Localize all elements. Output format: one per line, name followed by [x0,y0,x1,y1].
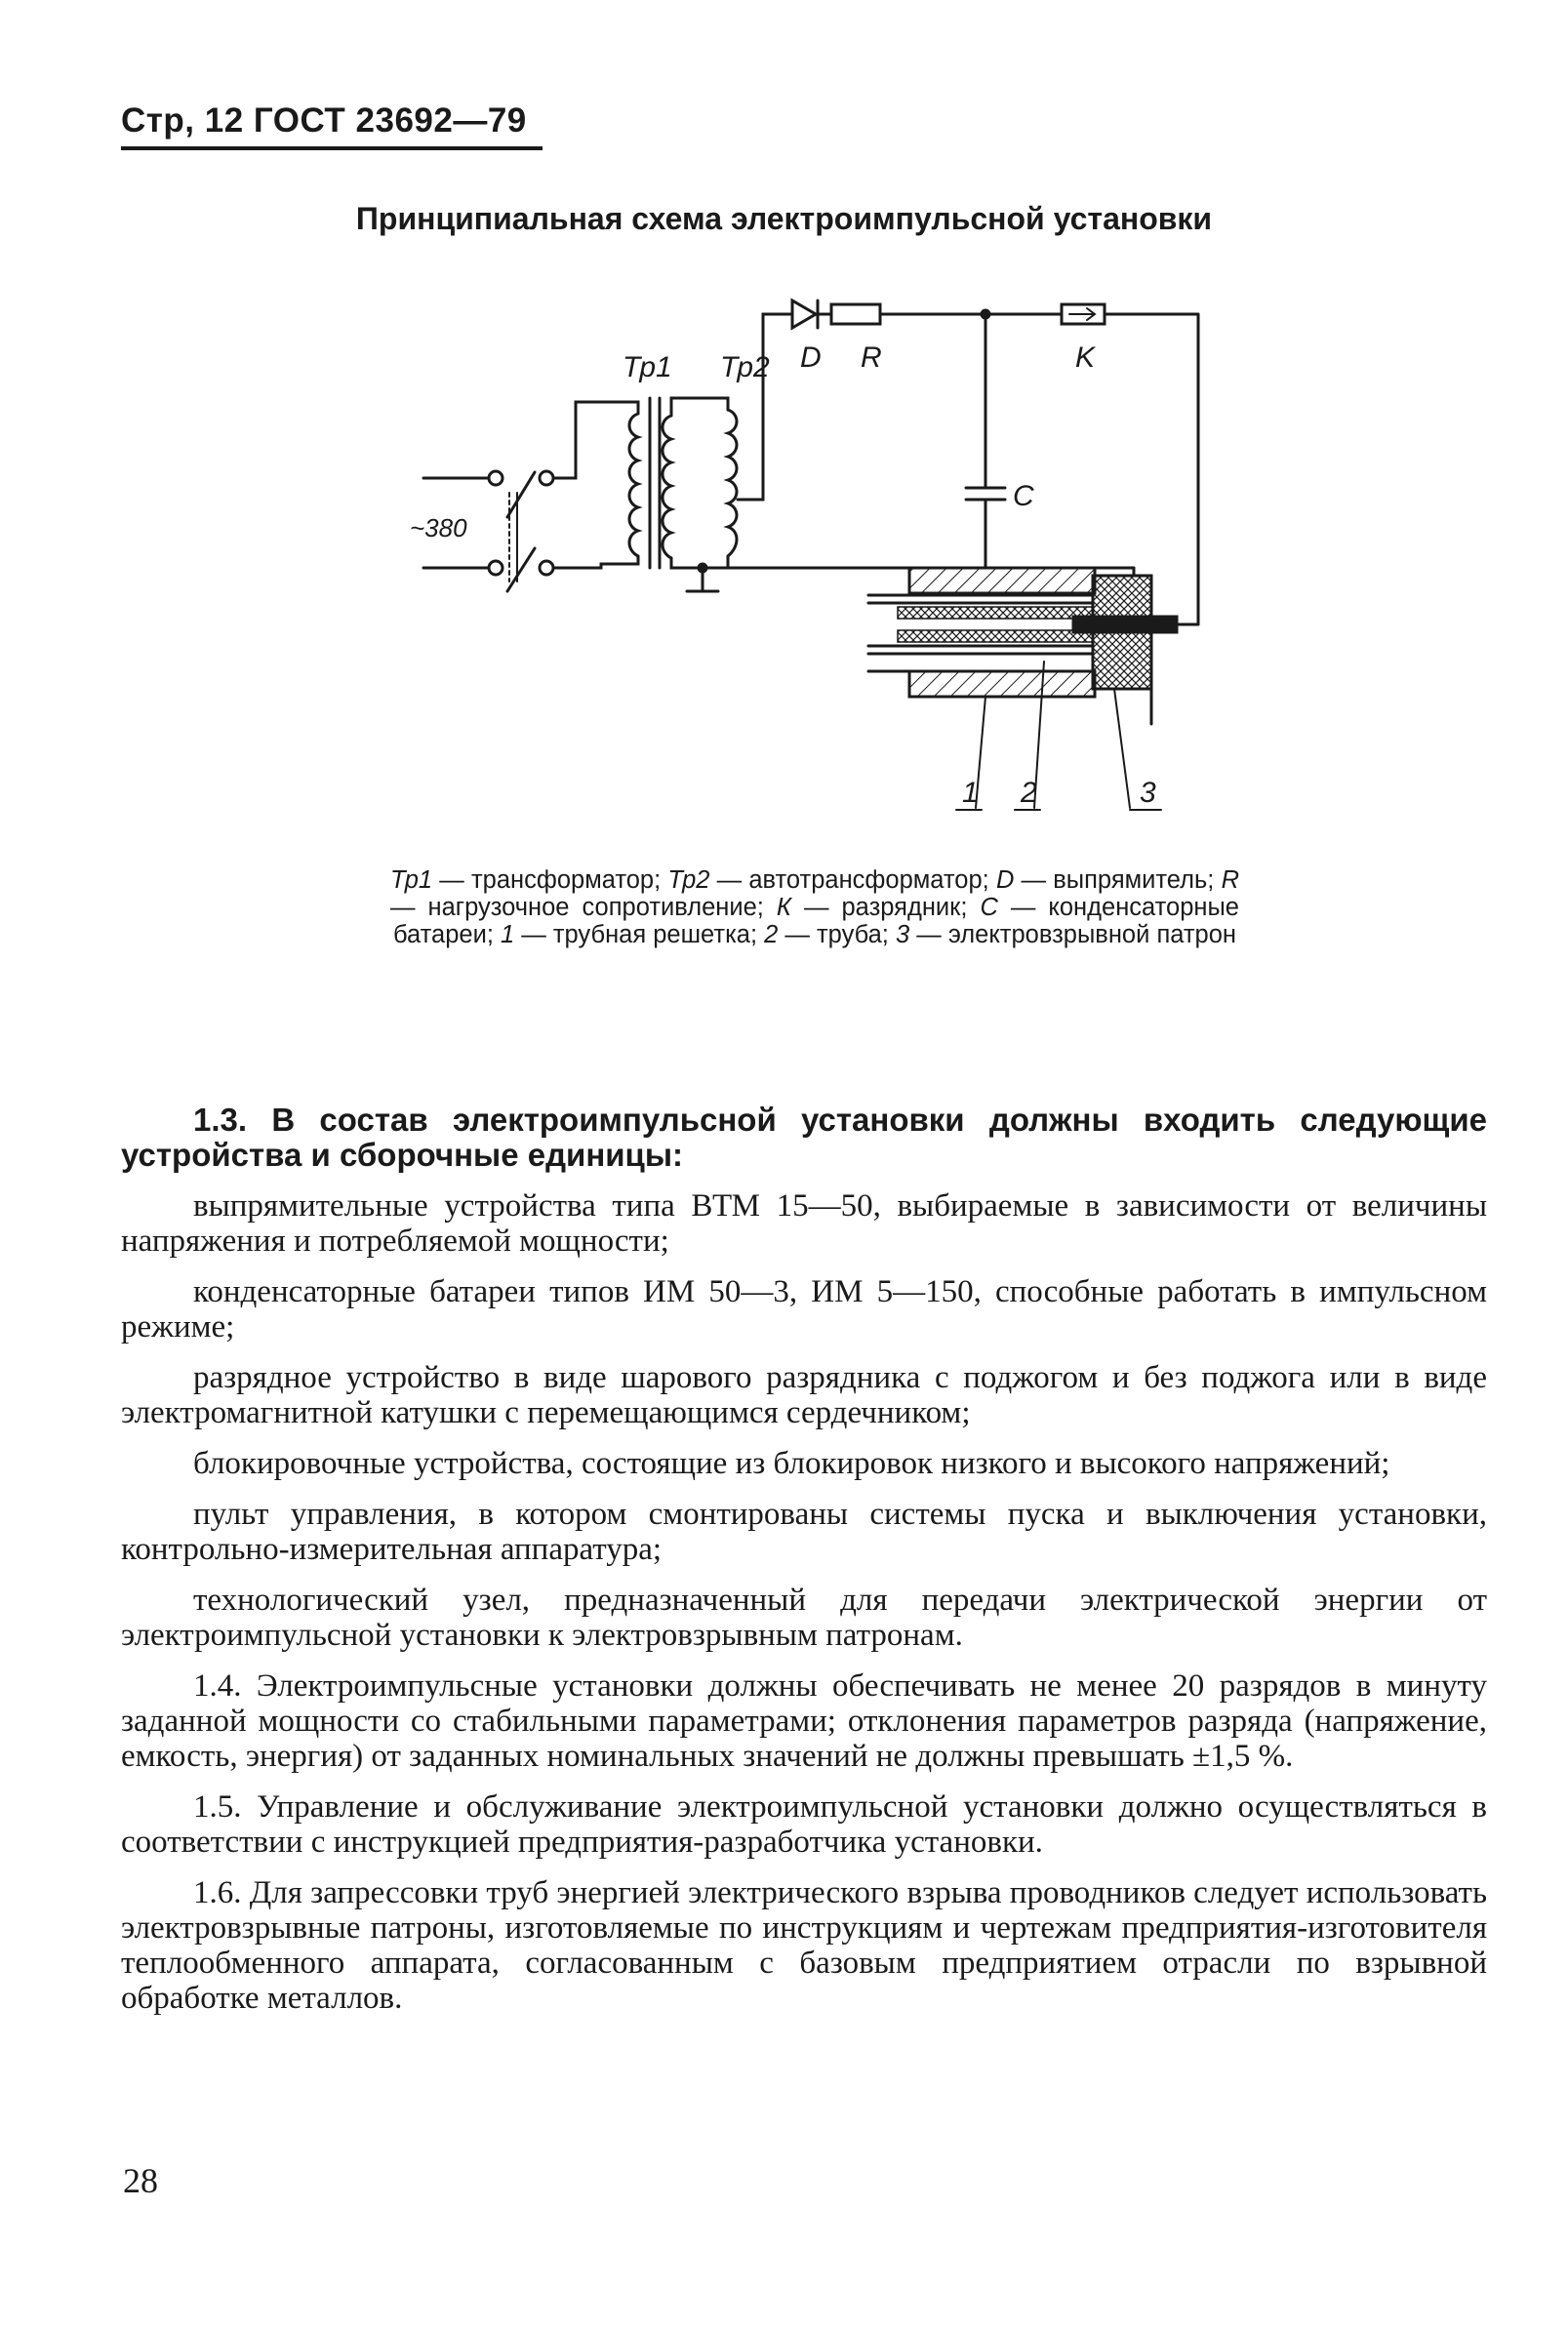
header-rule [121,146,543,150]
label-tp1: Тр1 [623,351,672,383]
page-number: 28 [123,2161,158,2200]
label-d: D [800,341,822,374]
label-c: C [1013,480,1034,512]
paragraph-1-6: 1.6. Для запрессовки труб энергией электрического взрыва проводников следует использовать электровзрывные патроны, изготовляемые по инструкциям и чертежам предприятия-изготовителя теплообменного аппарата, согласованным с базовым предприятием отрасли по взрывной обработке металлов. [121,1875,1487,2016]
label-voltage: ~380 [410,513,467,542]
paragraph-technological-unit: технологический узел, предназначенный для передачи электрической энергии от электроимпульсной установки к электровзрывным патронам. [121,1583,1487,1653]
figure-title: Принципиальная схема электроимпульсной установки [355,201,1213,236]
paragraph-rectifiers: выпрямительные устройства типа ВТМ 15—50, выбираемые в зависимости от величины напряжения и потребляемой мощности; [121,1188,1487,1259]
paragraph-interlocks: блокировочные устройства, состоящие из блокировок низкого и высокого напряжений; [193,1446,1390,1481]
paragraph-1-5: 1.5. Управление и обслуживание электроимпульсной установки должно осуществляться в соответствии с инструкцией предприятия-разработчика установки. [121,1789,1487,1860]
switch-blade-bottom [507,548,535,591]
paragraph-1-3: 1.3. В состав электроимпульсной установки должны входить следующие устройства и сборочные единицы: [121,1102,1487,1173]
paragraph-capacitors: конденсаторные батареи типов ИМ 50—3, ИМ 5—150, способные работать в импульсном режиме; [121,1274,1487,1345]
label-tp2: Тр2 [720,351,770,383]
switch-contact-bottom [489,561,503,575]
switch-blade-top [507,472,535,517]
paragraph-control-panel: пульт управления, в котором смонтированы системы пуска и выключения установки, контрольно-измерительная аппаратура; [121,1497,1487,1567]
label-3: 3 [1140,777,1156,809]
paragraph-discharge-device: разрядное устройство в виде шарового разрядника с поджогом и без поджога или в виде электромагнитной катушки с перемещающимся сердечником; [121,1360,1487,1430]
label-1: 1 [962,777,979,809]
label-k: K [1075,341,1096,374]
switch-contact-top [489,471,503,485]
label-2: 2 [1021,777,1037,809]
paragraph-1-4: 1.4. Электроимпульсные установки должны обеспечивать не менее 20 разрядов в минуту заданной мощности со стабильными параметрами; отклонения параметров разряда (напряжение, емкость, энергия) от заданных номинальных значений не должны превышать ±1,5 %. [121,1668,1487,1774]
circuit-schematic [410,293,1229,839]
body-text [121,1103,1487,2031]
label-r: R [861,341,882,374]
page-header: Стр, 12 ГОСТ 23692—79 [121,101,527,140]
figure-caption: Тр1 — трансформатор; Тр2 — автотрансформатор; D — выпрямитель; R — нагрузочное сопротивление; К — разрядник; С — конденсаторные батареи; 1 — трубная решетка; 2 — труба; 3 — электровзрывной патрон [390,866,1239,948]
